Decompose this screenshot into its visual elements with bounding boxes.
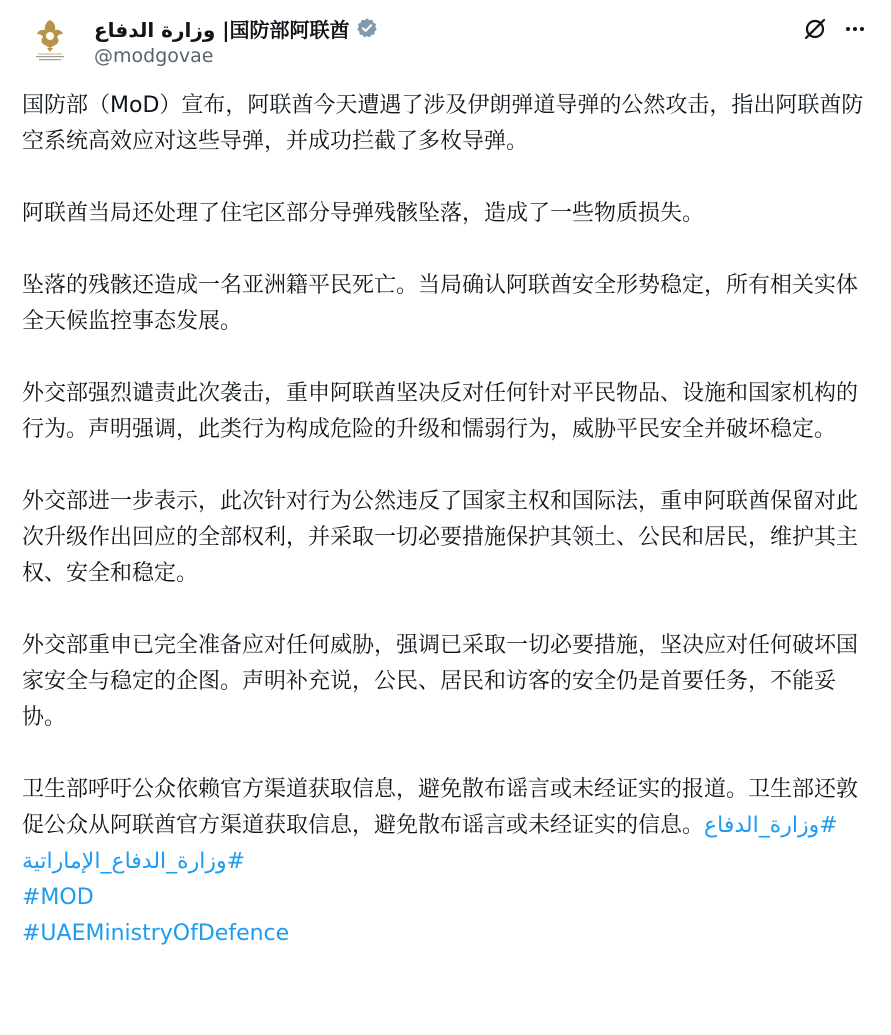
verified-badge-icon [356, 17, 378, 39]
tweet-paragraph: 外交部强烈谴责此次袭击，重申阿联酋坚决反对任何针对平民物品、设施和国家机构的行为。声明强调，此类行为构成危险的升级和懦弱行为，威胁平民安全并破坏稳定。 [22, 381, 859, 442]
hashtag-text: #وزارة_الدفاع_الإماراتية [22, 849, 246, 874]
hashtag-link[interactable]: #MOD [22, 885, 94, 910]
tweet-last-paragraph-text: 卫生部呼吁公众依赖官方渠道获取信息，避免散布谣言或未经证实的报道。卫生部还敦促公众从阿联酋官方渠道获取信息，避免散布谣言或未经证实的信息。 [22, 777, 859, 838]
more-icon [843, 17, 867, 41]
tweet-paragraph: 外交部重申已完全准备应对任何威胁，强调已采取一切必要措施，坚决应对任何破坏国家安全与稳定的企图。声明补充说，公民、居民和访客的安全仍是首要任务，不能妥协。 [22, 633, 859, 730]
author-name-row[interactable] [94, 14, 378, 42]
tweet-text [22, 88, 870, 952]
hashtag-link[interactable] [22, 844, 870, 880]
post-header [22, 10, 870, 74]
tweet-paragraph: 阿联酋当局还处理了住宅区部分导弹残骸坠落，造成了一些物质损失。 [22, 201, 705, 226]
tweet-paragraph: 国防部（MoD）宣布，阿联酋今天遭遇了涉及伊朗弹道导弹的公然攻击，指出阿联酋防空系统高效应对这些导弹，并成功拦截了多枚导弹。 [22, 93, 864, 154]
tweet-paragraph-last [22, 772, 870, 844]
hashtag-link[interactable]: #UAEMinistryOfDefence [22, 921, 290, 946]
grok-button[interactable] [800, 14, 830, 44]
avatar[interactable] [22, 12, 78, 68]
hashtag-link[interactable]: #وزارة_الدفاع [704, 813, 838, 838]
ministry-emblem-icon [22, 12, 78, 68]
more-options-button[interactable] [840, 14, 870, 44]
author-display-name[interactable]: وزارة الدفاع |国防部阿联酋 [94, 17, 350, 42]
grok-icon [803, 17, 827, 41]
author-handle[interactable]: @modgovae [94, 45, 214, 67]
tweet-paragraph: 坠落的残骸还造成一名亚洲籍平民死亡。当局确认阿联酋安全形势稳定，所有相关实体全天候监控事态发展。 [22, 273, 859, 334]
tweet-paragraph: 外交部进一步表示，此次针对行为公然违反了国家主权和国际法，重申阿联酋保留对此次升级作出回应的全部权利，并采取一切必要措施保护其领土、公民和居民，维护其主权、安全和稳定。 [22, 489, 859, 586]
